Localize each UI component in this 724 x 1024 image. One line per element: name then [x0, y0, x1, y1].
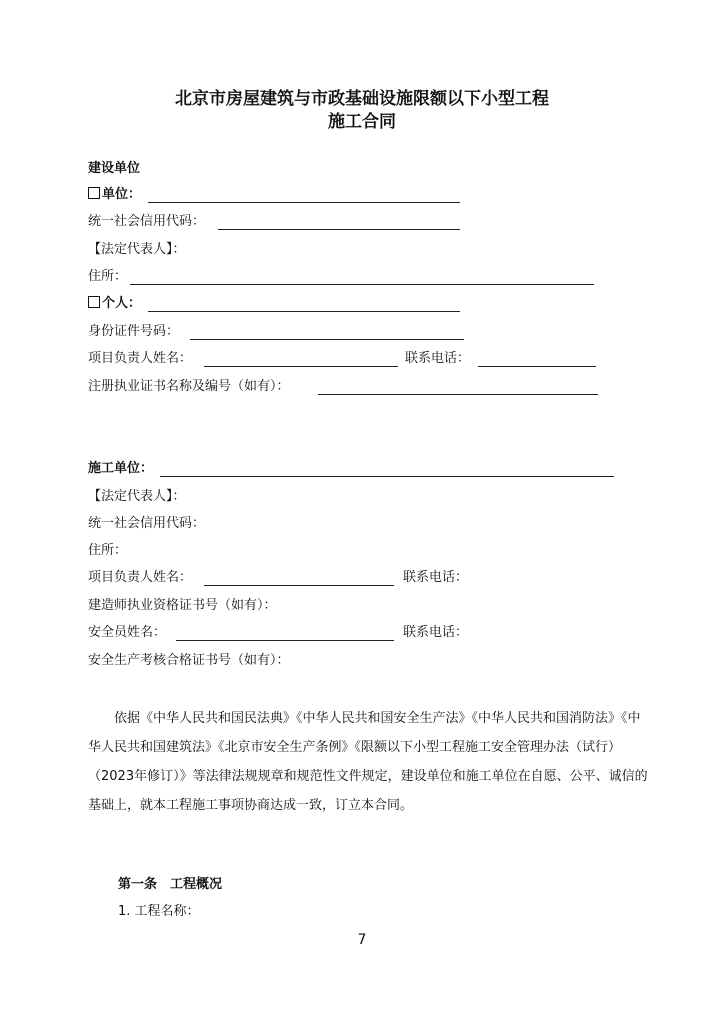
page-number: 7 — [357, 932, 367, 948]
document-title-line1: 北京市房屋建筑与市政基础设施限额以下小型工程 — [175, 89, 549, 109]
owner-unit-row — [88, 186, 141, 204]
owner-individual-row — [88, 295, 141, 313]
contractor-manager-label: 项目负责人姓名： — [88, 570, 193, 585]
contractor-manager-field[interactable] — [204, 585, 394, 586]
owner-phone-field[interactable] — [478, 366, 596, 367]
contractor-builder-cert-label: 建造师执业资格证书号（如有）： — [88, 598, 277, 613]
article1-item1: 1. 工程名称： — [118, 904, 200, 919]
owner-phone-label: 联系电话： — [405, 351, 471, 366]
owner-unit-label: 单位： — [102, 187, 142, 202]
contractor-address-label: 住所： — [88, 543, 128, 558]
contractor-phone-label: 联系电话： — [403, 570, 469, 585]
contractor-legal-rep-label: 【法定代表人】： — [88, 489, 186, 504]
contractor-credit-code-label: 统一社会信用代码： — [88, 516, 206, 531]
owner-heading: 建设单位 — [88, 161, 141, 176]
owner-id-field[interactable] — [190, 339, 464, 340]
contractor-safety-cert-label: 安全生产考核合格证书号（如有）： — [88, 653, 290, 668]
individual-checkbox[interactable] — [88, 296, 100, 308]
owner-credit-code-field[interactable] — [218, 229, 460, 230]
owner-cert-field[interactable] — [318, 394, 598, 395]
unit-checkbox[interactable] — [88, 187, 100, 199]
document-title-line2: 施工合同 — [328, 112, 396, 132]
contractor-safety-officer-label: 安全员姓名： — [88, 625, 167, 640]
owner-manager-label: 项目负责人姓名： — [88, 351, 193, 366]
preamble-paragraph: 依据《中华人民共和国民法典》《中华人民共和国安全生产法》《中华人民共和国消防法》《中华人民共和国建筑法》《北京市安全生产条例》《限额以下小型工程施工安全管理办法（试行）（2023年修订）》等法律法规规章和规范性文件规定，建设单位和施工单位在自愿、公平、诚信的基础上，就本工程施工事项协商达成一致，订立本合同。 — [88, 711, 648, 813]
owner-address-field[interactable] — [130, 284, 594, 285]
owner-cert-label: 注册执业证书名称及编号（如有）： — [88, 379, 290, 394]
contractor-unit-label: 施工单位： — [88, 461, 154, 476]
owner-credit-code-label: 统一社会信用代码： — [88, 214, 206, 229]
article1-heading: 第一条 工程概况 — [118, 877, 223, 892]
contractor-safety-phone-label: 联系电话： — [403, 625, 469, 640]
contractor-unit-field[interactable] — [160, 476, 614, 477]
owner-individual-field[interactable] — [148, 311, 460, 312]
owner-address-label: 住所： — [88, 269, 128, 284]
contractor-safety-officer-field[interactable] — [176, 640, 394, 641]
owner-individual-label: 个人： — [102, 296, 142, 311]
owner-unit-field[interactable] — [148, 202, 460, 203]
owner-legal-rep-label: 【法定代表人】： — [88, 242, 186, 257]
owner-id-label: 身份证件号码： — [88, 324, 180, 339]
owner-manager-field[interactable] — [204, 366, 398, 367]
